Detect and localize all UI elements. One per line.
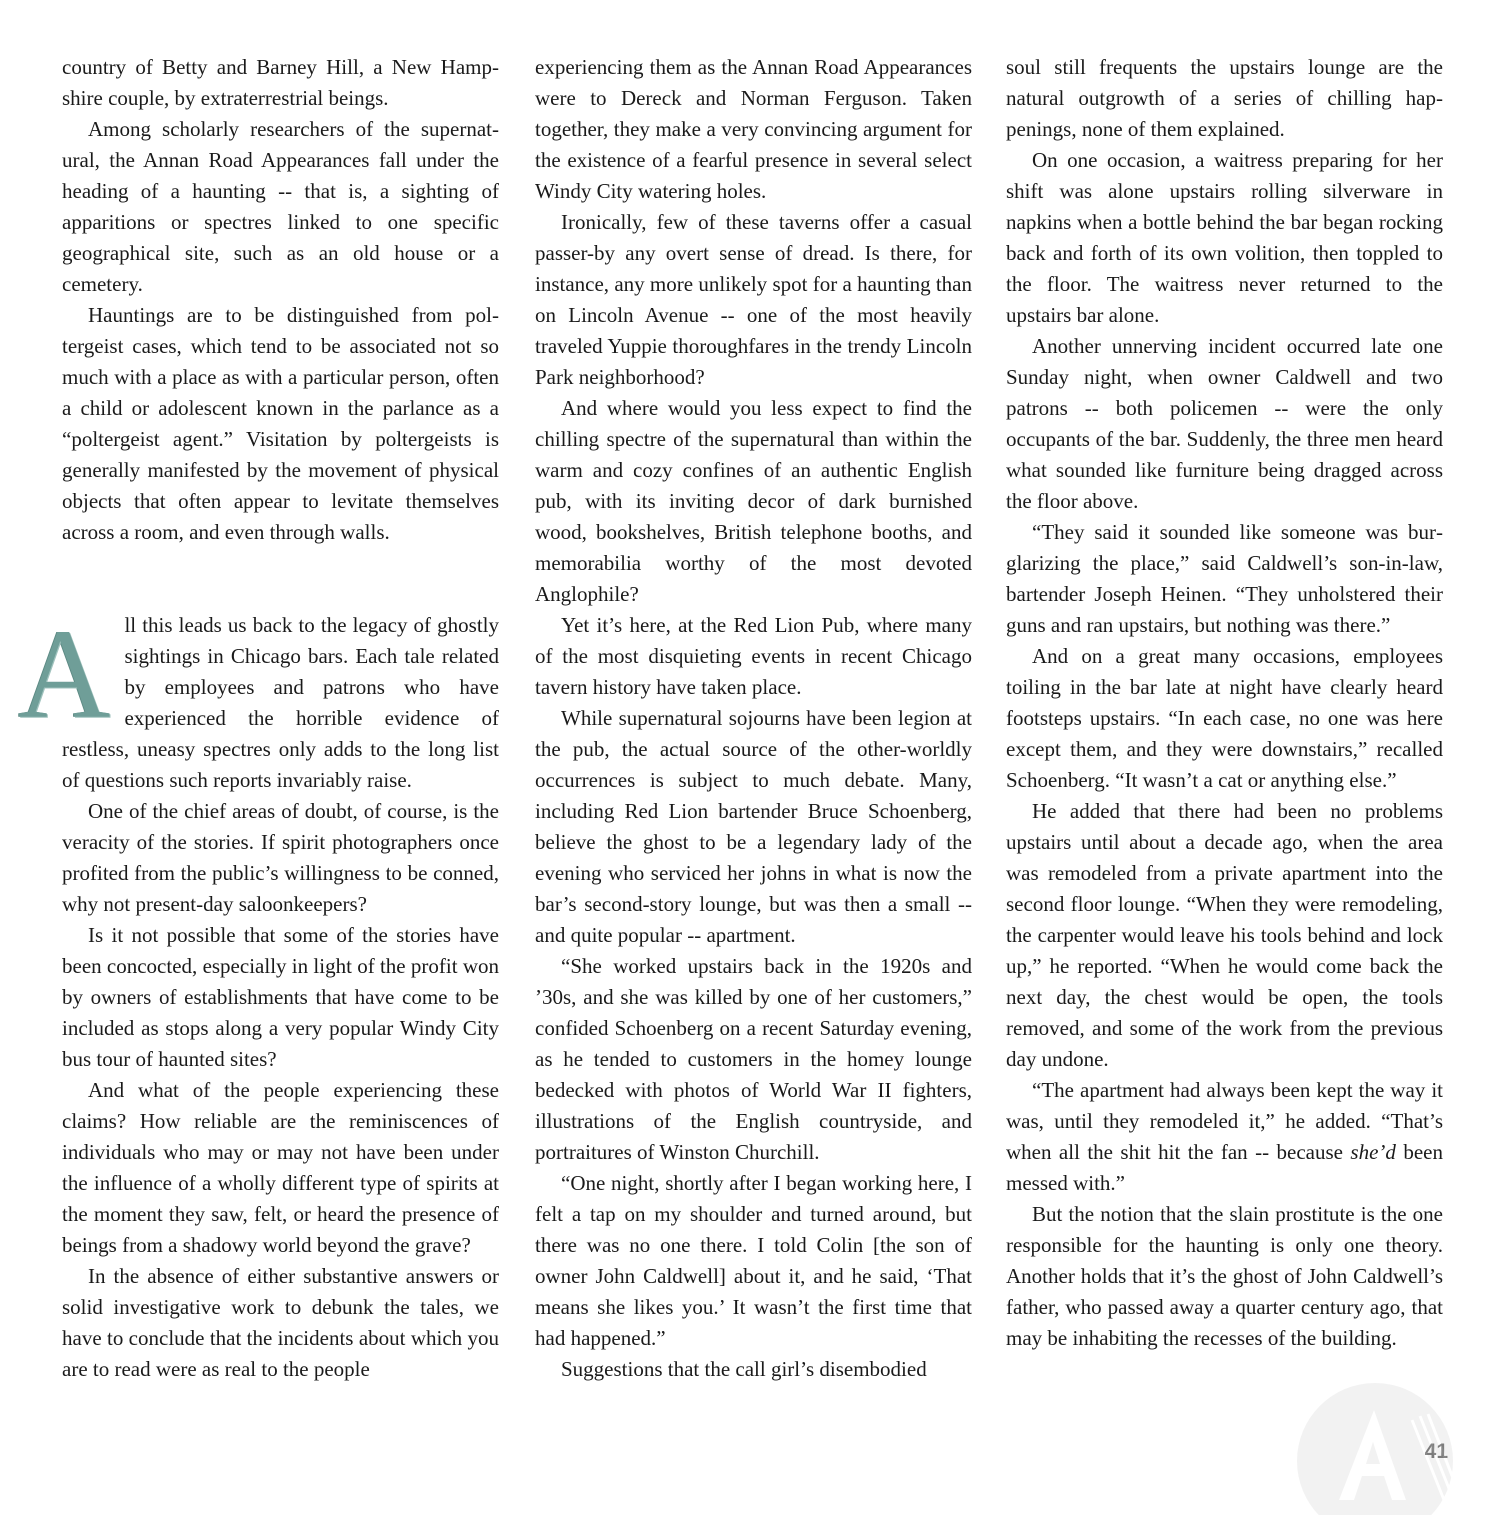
paragraph: soul still frequents the upstairs lounge are the natural outgrowth of a series of chilling happenings, none of them explained.: [1006, 55, 1443, 141]
text-span: been messed with.”: [1006, 1140, 1443, 1195]
paragraph: On one occasion, a waitress preparing for her shift was alone upstairs rolling silverware in napkins when a bottle behind the bar began rocking back and forth of its own volition, then toppled to the floor. The waitress never returned to the upstairs bar alone.: [1006, 148, 1443, 327]
paragraph: And where would you less expect to find the chilling spectre of the supernatural than within the warm and cozy confines of an authentic English pub, with its inviting decor of dark burnished wood, bookshelves, British telephone booths, and memorabilia worthy of the most devoted Anglophile?: [535, 396, 972, 606]
paragraph: country of Betty and Barney Hill, a New Hampshire couple, by extraterrestrial beings.: [62, 55, 499, 110]
paragraph: [1006, 1075, 1443, 1199]
paragraph: “They said it sounded like someone was burglarizing the place,” said Caldwell’s son-in-law, bartender Joseph Heinen. “They unholstered their guns and ran upstairs, but nothing was there.”: [1006, 520, 1443, 637]
paragraph: Suggestions that the call girl’s disembodied: [561, 1357, 927, 1381]
watermark-logo-icon: [1294, 1380, 1456, 1515]
paragraph: But the notion that the slain prostitute is the one responsible for the haunting is only one theory. Another holds that it’s the ghost of John Caldwell’s father, who passed away a quarter century ago, that may be inhabiting the recesses of the building.: [1006, 1202, 1443, 1350]
paragraph: Ironically, few of these taverns offer a casual passer-by any overt sense of dread. Is there, for instance, any more unlikely spot for a haunting than on Lincoln Avenue -- one of the most heavily traveled Yuppie thoroughfares in the trendy Lincoln Park neighborhood?: [535, 210, 972, 389]
paragraph: “She worked upstairs back in the 1920s and ’30s, and she was killed by one of her customers,” confided Schoenberg on a recent Saturday evening, as he tended to customers in the homey lounge bedecked with photos of World War II fighters, illustrations of the English countryside, and portraitures of Winston Churchill.: [535, 954, 972, 1164]
paragraph: Is it not possible that some of the stories have been concocted, especially in light of the profit won by owners of establishments that have come to be included as stops along a very popular Windy City bus tour of haunted sites?: [62, 923, 499, 1071]
dropcap-section: [18, 603, 499, 796]
paragraph: Among scholarly researchers of the supernatural, the Annan Road Appearances fall under the heading of a haunting -- that is, a sighting of apparitions or spectres linked to one specific geographical site, such as an old house or a cemetery.: [62, 117, 499, 296]
column-2: [535, 52, 972, 1385]
paragraph: He added that there had been no problems upstairs until about a decade ago, when the area was remodeled from a private apartment into the second floor lounge. “When they were remodeling, the carpenter would leave his tools behind and lock up,” he reported. “When he would come back the next day, the chest would be open, the tools removed, and some of the work from the previous day undone.: [1006, 799, 1443, 1071]
dropcap-letter: A: [18, 603, 111, 745]
paragraph: And on a great many occasions, employees toiling in the bar late at night have clearly heard footsteps upstairs. “In each case, no one was here except them, and they were downstairs,” recalled Schoenberg. “It wasn’t a cat or anything else.”: [1006, 644, 1443, 792]
column-1: [18, 52, 499, 1385]
paragraph: Hauntings are to be distinguished from poltergeist cases, which tend to be associated not so much with a place as with a particular person, often a child or adolescent known in the parlance as a “poltergeist agent.” Visitation by poltergeists is generally manifested by the movement of physical objects that often appear to levitate themselves across a room, and even through walls.: [62, 303, 499, 544]
paragraph: In the absence of either substantive answers or solid investigative work to debunk the tales, we have to conclude that the incidents about which you are to read were as real to the people: [62, 1264, 499, 1381]
paragraph: And what of the people experiencing these claims? How reliable are the reminiscences of individuals who may or may not have been under the influence of a wholly different type of spirits at the moment they saw, felt, or heard the presence of beings from a shadowy world beyond the grave?: [62, 1078, 499, 1257]
paragraph: Yet it’s here, at the Red Lion Pub, where many of the most disquieting events in recent Chicago tavern history have taken place.: [535, 613, 972, 699]
column-3: [1006, 52, 1443, 1354]
paragraph: “One night, shortly after I began working here, I felt a tap on my shoulder and turned around, but there was no one there. I told Colin [the son of owner John Caldwell] about it, and he said, ‘That means she likes you.’ It wasn’t the first time that had happened.”: [535, 1171, 972, 1350]
paragraph: While supernatural sojourns have been legion at the pub, the actual source of the other-worldly occurrences is subject to much debate. Many, including Red Lion bartender Bruce Schoenberg, believe the ghost to be a legendary lady of the evening who serviced her johns in what is now the bar’s second-story lounge, but was then a small -- and quite popular -- apartment.: [535, 706, 972, 947]
text-span: “The apartment had always been kept the way it was, until they remodeled it,” he added. “That’s when all the shit hit the fan -- because: [1006, 1078, 1443, 1164]
paragraph: One of the chief areas of doubt, of course, is the veracity of the stories. If spirit photographers once profited from the public’s willingness to be conned, why not present-day saloonkeepers?: [62, 799, 499, 916]
paragraph: ll this leads us back to the legacy of ghostly sightings in Chicago bars. Each tale related by employees and patrons who have experienced the horrible evidence of restless, uneasy spectres only adds to the long list of questions such reports invariably raise.: [62, 613, 499, 792]
paragraph: experiencing them as the Annan Road Appearances were to Dereck and Norman Ferguson. Taken together, they make a very convincing argument for the existence of a fearful presence in several select Windy City watering holes.: [535, 55, 972, 203]
paragraph: Another unnerving incident occurred late one Sunday night, when owner Caldwell and two patrons -- both policemen -- were the only occupants of the bar. Suddenly, the three men heard what sounded like furniture being dragged across the floor above.: [1006, 334, 1443, 513]
emphasis: she’d: [1350, 1140, 1396, 1164]
